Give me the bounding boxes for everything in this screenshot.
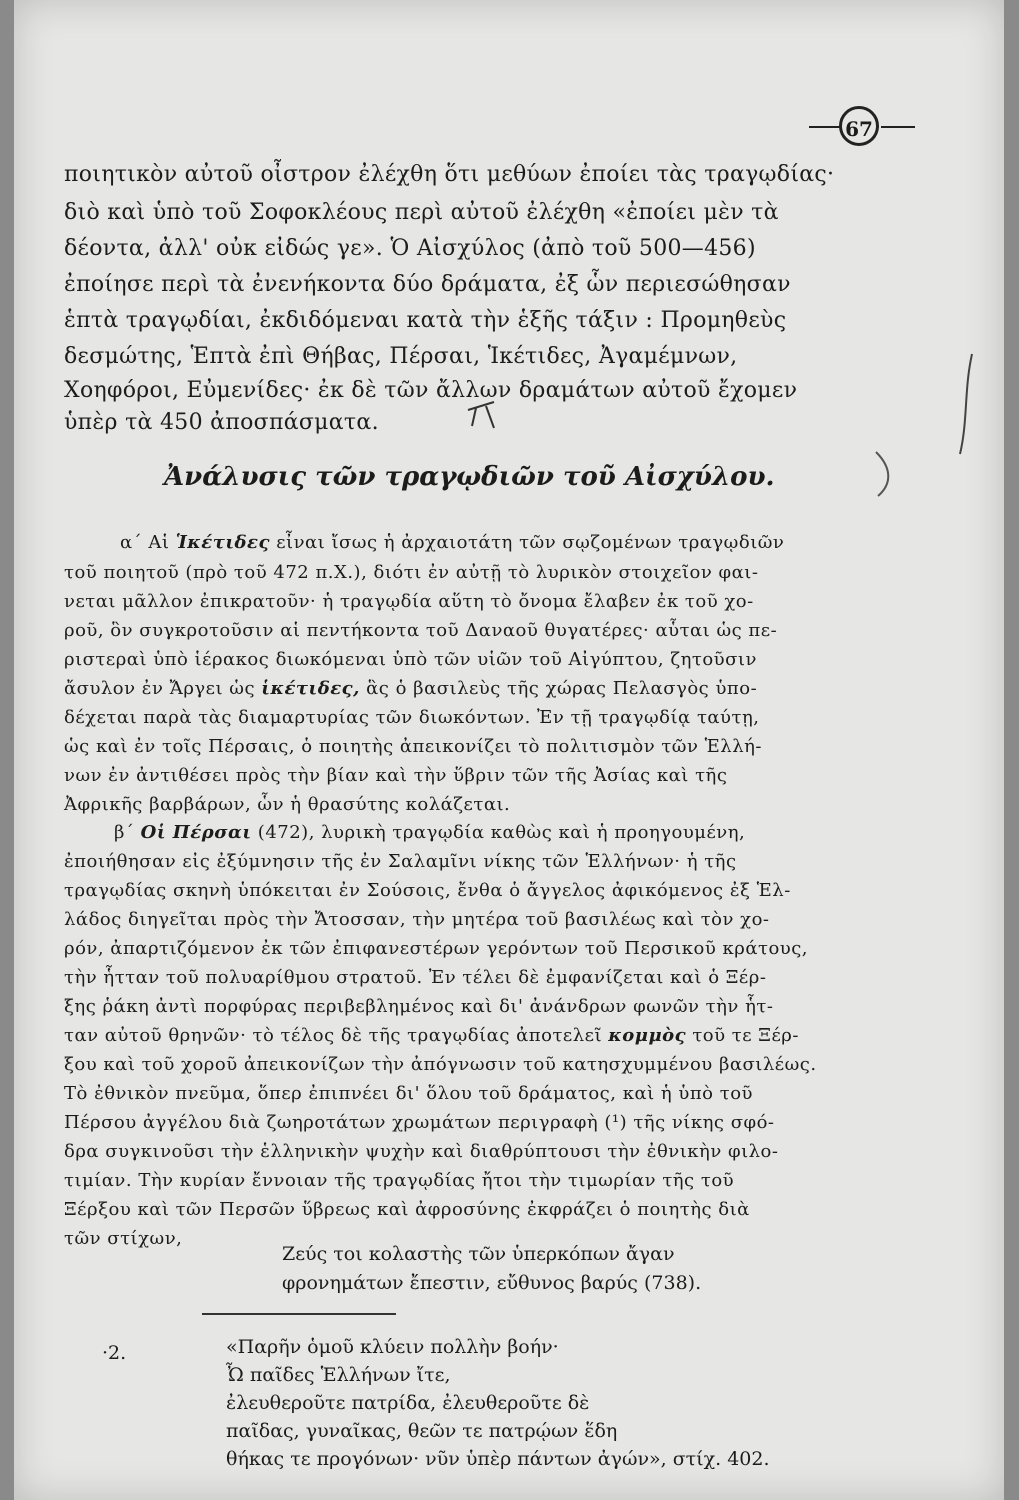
text-line: Χοηφόροι, Εὐμενίδες· ἐκ δὲ τῶν ἄλλων δραμάτων αὐτοῦ ἔχομεν — [64, 378, 798, 403]
text-line: ἑπτὰ τραγῳδίαι, ἐκδιδόμεναι κατὰ τὴν ἑξῆς τάξιν : Προμηθεὺς — [64, 308, 787, 333]
text-line: Ἀφρικῆς βαρβάρων, ὧν ἡ θρασύτης κολάζεται. — [64, 794, 511, 815]
work-title: Οἱ Πέρσαι — [140, 822, 252, 843]
text-span: ἄσυλον ἐν Ἄργει ὡς — [64, 678, 256, 699]
page-number: 67 — [839, 106, 879, 146]
text-line: τραγῳδίας σκηνὴ ὑπόκειται ἐν Σούσοις, ἔνθα ὁ ἄγγελος ἀφικόμενος ἐξ Ἑλ- — [64, 880, 791, 901]
text-line: ξης ῥάκη ἀντὶ πορφύρας περιβεβλημένος καὶ δι' ἀνάνδρων φωνῶν τὴν ἧτ- — [64, 996, 774, 1017]
text-line: Τὸ ἐθνικὸν πνεῦμα, ὅπερ ἐπιπνέει δι' ὅλου τοῦ δράματος, καὶ ἡ ὑπὸ τοῦ — [64, 1083, 753, 1104]
section-heading: Ἀνάλυσις τῶν τραγῳδιῶν τοῦ Αἰσχύλου. — [164, 462, 775, 492]
text-line: ροῦ, ὃν συγκροτοῦσιν αἱ πεντήκοντα τοῦ Δαναοῦ θυγατέρες· αὗται ὡς πε- — [64, 620, 778, 641]
text-span: ταν αὐτοῦ θρηνῶν· τὸ τέλος δὲ τῆς τραγῳδίας ἀποτελεῖ — [64, 1025, 603, 1046]
footnote-marker: ·2. — [102, 1342, 127, 1364]
text-line: ὡς καὶ ἐν τοῖς Πέρσαις, ὁ ποιητὴς ἀπεικονίζει τὸ πολιτισμὸν τῶν Ἑλλή- — [64, 736, 762, 757]
text-line: δέχεται παρὰ τὰς διαμαρτυρίας τῶν διωκόντων. Ἐν τῇ τραγῳδίᾳ ταύτῃ, — [64, 707, 760, 728]
text-line: ριστεραὶ ὑπὸ ἱέρακος διωκόμεναι ὑπὸ τῶν υἱῶν τοῦ Αἰγύπτου, ζητοῦσιν — [64, 649, 757, 670]
text-line — [64, 678, 757, 699]
section-marker: α΄ — [120, 532, 143, 553]
text-line: ξου καὶ τοῦ χοροῦ ἀπεικονίζων τὴν ἀπόγνωσιν τοῦ κατησχυμμένου βασιλέως. — [64, 1054, 817, 1075]
text-line: ρόν, ἀπαρτιζόμενον ἐκ τῶν ἐπιφανεστέρων γερόντων τοῦ Περσικοῦ κράτους, — [64, 938, 809, 959]
text-line: ἐποιήθησαν εἰς ἐξύμνησιν τῆς ἐν Σαλαμῖνι νίκης τῶν Ἑλλήνων· ἡ τῆς — [64, 851, 737, 872]
text-span: τοῦ τε Ξέρ- — [692, 1025, 799, 1046]
footnote-line: Ὦ παῖδες Ἑλλήνων ἴτε, — [226, 1364, 451, 1386]
text-line: δέοντα, ἀλλ' οὐκ εἰδώς γε». Ὁ Αἰσχύλος (ἀπὸ τοῦ 500—456) — [64, 236, 756, 261]
work-title: Ἱκέτιδες — [175, 532, 270, 553]
footnote-rule — [202, 1313, 396, 1315]
text-line: Ξέρξου καὶ τῶν Περσῶν ὕβρεως καὶ ἀφροσύνης ἐκφράζει ὁ ποιητὴς διὰ — [64, 1199, 750, 1220]
text-line: τοῦ ποιητοῦ (πρὸ τοῦ 472 π.Χ.), διότι ἐν αὐτῇ τὸ λυρικὸν στοιχεῖον φαι- — [64, 562, 759, 583]
footnote-line: «Παρῆν ὁμοῦ κλύειν πολλὴν βοήν· — [226, 1336, 559, 1358]
text-line: Πέρσου ἀγγέλου διὰ ζωηροτάτων χρωμάτων περιγραφὴ (¹) τῆς νίκης σφό- — [64, 1112, 775, 1133]
footnote-line: θήκας τε προγόνων· νῦν ὑπὲρ πάντων ἀγών», στίχ. 402. — [226, 1448, 770, 1470]
text-line: νεται μᾶλλον ἐπικρατοῦν· ἡ τραγῳδία αὕτη τὸ ὄνομα ἔλαβεν ἐκ τοῦ χο- — [64, 591, 754, 612]
footnote-line: ἐλευθεροῦτε πατρίδα, ἐλευθεροῦτε δὲ — [226, 1392, 590, 1414]
ornament-line-left — [809, 126, 843, 128]
footnote-line: παῖδας, γυναῖκας, θεῶν τε πατρῴων ἕδη — [226, 1420, 618, 1442]
section-b-first-line — [114, 822, 745, 843]
page-number-ornament — [809, 104, 919, 150]
section-marker: β΄ — [114, 822, 135, 843]
text-line — [64, 1025, 799, 1046]
pencil-mark — [872, 448, 902, 500]
text-line: λάδος διηγεῖται πρὸς τὴν Ἄτοσσαν, τὴν μητέρα τοῦ βασιλέως καὶ τὸν χο- — [64, 909, 770, 930]
text-line: δρα συγκινοῦσι τὴν ἑλληνικὴν ψυχὴν καὶ διαθρύπτουσι τὴν ἐθνικὴν φιλο- — [64, 1141, 779, 1162]
ornament-line-right — [881, 126, 915, 128]
text-span: Αἱ — [148, 532, 170, 553]
text-line: ἐποίησε περὶ τὰ ἐνενήκοντα δύο δράματα, ἐξ ὧν περιεσώθησαν — [64, 272, 791, 297]
text-line: τὴν ἧτταν τοῦ πολυαρίθμου στρατοῦ. Ἐν τέλει δὲ ἐμφανίζεται καὶ ὁ Ξέρ- — [64, 967, 767, 988]
pencil-mark — [954, 350, 984, 460]
pencil-mark — [464, 396, 504, 432]
text-line: τῶν στίχων, — [64, 1228, 183, 1249]
text-span: (472), λυρικὴ τραγῳδία καθὼς καὶ ἡ προηγουμένη, — [257, 822, 746, 843]
text-span: ἃς ὁ βασιλεὺς τῆς χώρας Πελασγὸς ὑπο- — [366, 678, 758, 699]
page — [14, 0, 1004, 1500]
verse-line: Ζεύς τοι κολαστὴς τῶν ὑπερκόπων ἄγαν — [282, 1243, 675, 1265]
text-line: ὑπὲρ τὰ 450 ἀποσπάσματα. — [64, 410, 379, 435]
text-line: διὸ καὶ ὑπὸ τοῦ Σοφοκλέους περὶ αὐτοῦ ἐλέχθη «ἐποίει μὲν τὰ — [64, 200, 779, 225]
text-line: ποιητικὸν αὐτοῦ οἶστρον ἐλέχθη ὅτι μεθύων ἐποίει τὰς τραγῳδίας· — [64, 162, 835, 187]
text-line: δεσμώτης, Ἑπτὰ ἐπὶ Θήβας, Πέρσαι, Ἱκέτιδες, Ἀγαμέμνων, — [64, 344, 738, 369]
text-span: ἱκέτιδες, — [261, 678, 360, 699]
text-span: κομμὸς — [608, 1025, 687, 1046]
text-line: τιμίαν. Τὴν κυρίαν ἔννοιαν τῆς τραγῳδίας ἤτοι τὴν τιμωρίαν τῆς τοῦ — [64, 1170, 735, 1191]
verse-line: φρονημάτων ἔπεστιν, εὔθυνος βαρύς (738). — [282, 1272, 702, 1294]
text-line: νων ἐν ἀντιθέσει πρὸς τὴν βίαν καὶ τὴν ὕβριν τῶν τῆς Ἀσίας καὶ τῆς — [64, 765, 728, 786]
section-a-first-line — [120, 532, 784, 553]
text-span: εἶναι ἴσως ἡ ἀρχαιοτάτη τῶν σῳζομένων τραγῳδιῶν — [276, 532, 785, 553]
